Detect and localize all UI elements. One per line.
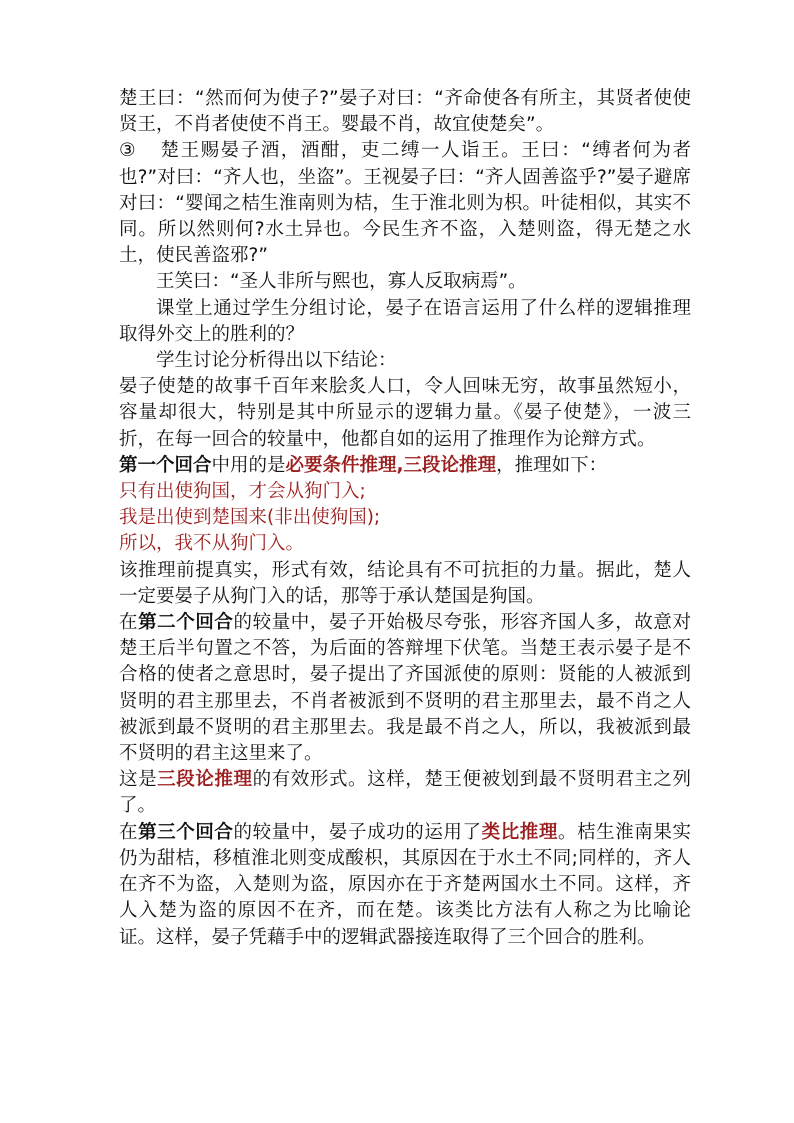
round-3-body: 。桔生淮南果实仍为甜桔，移植淮北则变成酸枳，其原因在于水土不同;同样的，齐人在齐不为盗，入楚则为盗，原因亦在于齐楚两国水土不同。这样，齐人入楚为盗的原因不在齐，而在楚。该类比方法有人称之为比喻论证。这样，晏子凭藉手中的逻辑武器接连取得了三个回合的胜利。 — [119, 821, 691, 948]
round-1-title: 第一个回合 — [119, 454, 212, 476]
circled-number-marker: ③ — [119, 140, 136, 162]
paragraph-round-2-analysis — [119, 767, 691, 819]
round-3-mid: 的较量中，晏子成功的运用了 — [233, 821, 482, 843]
round-2-title: 第二个回合 — [138, 612, 234, 634]
paragraph-class-question: 课堂上通过学生分组讨论，晏子在语言运用了什么样的逻辑推理取得外交上的胜利的？ — [119, 297, 691, 345]
round-3-title: 第三个回合 — [138, 821, 234, 843]
round-2-body: 的较量中，晏子开始极尽夸张，形容齐国人多，故意对楚王后半句置之不答，为后面的答辩埋下伏笔。当楚王表示晏子是不合格的使者之意思时，晏子提出了齐国派使的原则：贤能的人被派到贤明的君主那里去，不肖者被派到不贤明的君主那里去，最不肖之人被派到最不贤明的君主那里去。我是最不肖之人，所以，我被派到最不贤明的君主这里来了。 — [119, 612, 691, 765]
paragraph-round-3 — [119, 820, 691, 951]
round-1-mid: 中用的是 — [211, 454, 286, 476]
paragraph-king-laugh: 王笑曰：“圣人非所与熙也，寡人反取病焉”。 — [156, 271, 527, 293]
syllogism-line-2: 我是出使到楚国来(非出使狗国); — [119, 507, 381, 529]
round-3-term: 类比推理 — [481, 821, 558, 843]
round-2-analysis-tail: 的有效形式。这样，楚王便被划到最不贤明君主之列了。 — [119, 769, 691, 817]
round-1-tail: ，推理如下： — [496, 454, 608, 476]
document-page — [119, 86, 691, 951]
paragraph-round-1-analysis: 该推理前提真实，形式有效，结论具有不可抗拒的力量。据此，楚人一定要晏子从狗门入的话，那等于承认楚国是狗国。 — [119, 559, 691, 607]
paragraph-dialogue-2 — [119, 138, 691, 269]
round-2-analysis-pre: 这是 — [119, 769, 158, 791]
round-2-analysis-term: 三段论推理 — [157, 769, 253, 791]
syllogism-line-3: 所以，我不从狗门入。 — [119, 533, 305, 555]
paragraph-dialogue-1: 楚王曰：“然而何为使子?”晏子对曰：“齐命使各有所主，其贤者使使贤王，不肖者使使不肖王。婴最不肖，故宜使楚矣”。 — [119, 88, 691, 136]
round-2-pre: 在 — [119, 612, 139, 634]
syllogism-line-1: 只有出使狗国，才会从狗门入; — [119, 481, 366, 503]
paragraph-dialogue-2-text: 楚王赐晏子酒，酒酣，吏二缚一人诣王。王曰：“缚者何为者也?”对曰：“齐人也，坐盗”。王视晏子曰：“齐人固善盗乎?”晏子避席对曰：“婴闻之桔生淮南则为桔，生于淮北则为枳。叶徒相似，其实不同。所以然则何?水土异也。今民生齐不盗，入楚则盗，得无楚之水土，使民善盗邪?” — [119, 140, 691, 267]
round-1-terms: 必要条件推理,三段论推理 — [285, 454, 497, 476]
paragraph-round-2 — [119, 610, 691, 767]
paragraph-discussion-intro: 学生讨论分析得出以下结论： — [156, 350, 397, 372]
paragraph-round-1 — [119, 453, 691, 479]
round-3-pre: 在 — [119, 821, 139, 843]
paragraph-summary: 晏子使楚的故事千百年来脍炙人口，令人回味无穷，故事虽然短小，容量却很大，特别是其中所显示的逻辑力量。《晏子使楚》，一波三折，在每一回合的较量中，他都自如的运用了推理作为论辩方式。 — [119, 376, 691, 450]
